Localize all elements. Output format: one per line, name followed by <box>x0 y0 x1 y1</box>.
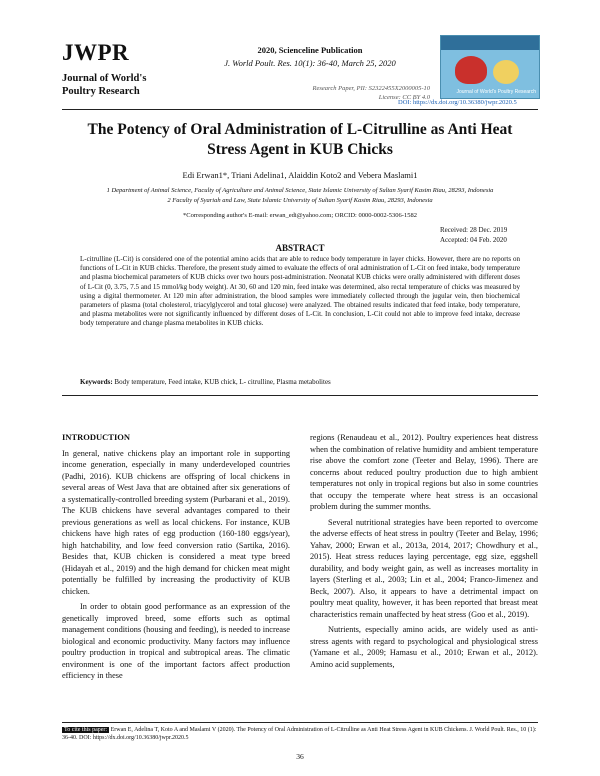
paper-type: Research Paper, PII: S2322455X2000005-10 <box>312 85 430 92</box>
cover-text: Journal of World's Poultry Research <box>456 89 536 95</box>
doi-link[interactable]: DOI: https://dx.doi.org/10.36380/jwpr.2020.5 <box>398 99 517 106</box>
left-column <box>62 432 290 682</box>
header-divider <box>62 109 538 110</box>
left-paragraph-2: In order to obtain good performance as an expression of the genetically improved breed, some efforts such as optimal management conditions (housing and feeding), is needed to increase biological and economic productivity. Many factors may influence poultry production in tropical and subtropical areas. The climatic environment is one of the important factors affect production efficiency in these <box>62 602 290 680</box>
article-title <box>62 120 538 160</box>
journal-logo: JWPR <box>62 40 130 65</box>
footer-divider <box>62 722 538 723</box>
chick-illustration <box>493 60 519 84</box>
publisher: 2020, Scienceline Publication <box>257 45 363 55</box>
affiliation-1: 1 Department of Animal Science, Faculty of Agriculture and Animal Science, State Islamic University of Sultan Syarif Kasim Riau, 28293, Indonesia <box>106 187 494 194</box>
authors: Edi Erwan1*, Triani Adelina1, Alaiddin Koto2 and Vebera Maslami1 <box>182 170 418 180</box>
header-meta <box>190 84 430 102</box>
chicken-illustration <box>455 56 487 84</box>
header-center <box>190 44 430 70</box>
journal-name <box>62 72 182 98</box>
cite-label: To cite this paper: <box>64 727 108 733</box>
right-paragraph-3: Nutrients, especially amino acids, are widely used as anti-stress agents with regard to psychological and physiological stress (Yamane et al., 2009; Hamasu et al., 2010; Erwan et al., 2012). Amino acid supplements, <box>310 625 538 669</box>
abstract-heading: ABSTRACT <box>275 243 325 253</box>
abstract-divider <box>62 395 538 396</box>
abstract-text: L-citrulline (L-Cit) is considered one of the potential amino acids that are able to reduce body temperature in layer chicks. However, there are no reports on functions of L-Cit in KUB chicks. Therefore, the present study aimed to evaluate the effects of oral administration of L-Cit on feed intake, body temperature and plasma biochemical parameters of KUB chicks over two hours post-administration. Neonatal KUB chicks were orally administered with different doses of L-Cit (0, 3.75, 7.5 and 15 mmol/kg body weight). At 30, 60 and 120 min, feed intake was determined, also rectal temperature of chicks was measured by using a digital thermometer. At 120 min after administration, the blood samples were immediately collected through the jugular vein, then biochemical parameters of plasma (total cholesterol, triacylglycerol and total glucose) were analyzed. The obtained results indicated that feed intake, body temperature, and plasma metabolites were not significantly influenced by different doses of L-Cit. In conclusion, L-Cit could not able to improve feed intake, decrease body temperature and change plasma metabolites in KUB chicks. <box>80 255 520 328</box>
cite-this-paper <box>62 726 538 742</box>
left-paragraph-1: In general, native chickens play an important role in supporting income generation, especially in many underdeveloped countries (Padhi, 2016). KUB chickens are offspring of local chickens in several areas of West Java that are obtained after six generations of a systematically-controlled breeding system (Purbarani et al., 2019). The KUB chickens have several advantages compared to their previous generations as well as local chickens. For instance, KUB chickens have high rates of egg production (160-180 eggs/year), high hatchability, and low feed conversion ratio (Sartika, 2016). Besides that, KUB chicken is considered a meat type breed (Hidayah et al., 2019) and the high demand for chicken meat might potentially be fulfilled by increasing the productivity of KUB chicken. <box>62 448 290 596</box>
accepted-date: Accepted: 04 Feb. 2020 <box>440 236 507 244</box>
article-dates <box>440 225 538 245</box>
keywords <box>80 378 520 386</box>
citation-ref: J. World Poult. Res. 10(1): 36-40, March 25, 2020 <box>224 58 396 68</box>
right-paragraph-2: Several nutritional strategies have been reported to overcome the adverse effects of heat stress in poultry (Teeter and Belay, 1996; Yahav, 2000; Erwan et al., 2013a, 2014, 2017; Chowdhury et al., 2015). Heat stress reduces laying percentage, egg size, eggshell durability, and body weight gain, as well as increases mortality in layers (Sterling et al., 2003; Lin et al., 2004; Franco-Jimenez and Beck, 2007). Also, it appears to have a detrimental impact on poultry meat quality, however, it has been reported that breast meat characteristics remain unaffected by heat stress (Goo et al., 2019). <box>310 517 538 619</box>
cite-text: Erwan E, Adelina T, Koto A and Maslami V (2020). The Potency of Oral Administration of L-Citrulline as Anti Heat Stress Agent in KUB Chickens. J. World Poult. Res., 10 (1): 36-40. DOI: https://dx.doi.org/10.36380/jwpr.2020.5 <box>62 727 537 741</box>
page-number: 36 <box>296 752 304 761</box>
license: License: CC BY 4.0 <box>378 94 430 101</box>
received-date: Received: 28 Dec. 2019 <box>440 226 508 234</box>
right-column <box>310 432 538 670</box>
journal-cover-image <box>440 35 540 99</box>
right-paragraph-1: regions (Renaudeau et al., 2012). Poultry experiences heat distress when the combination of relative humidity and ambient temperature rise above the comfort zone (Teeter and Belay, 1996). There are concerns about reduced poultry production due to high ambient temperatures not only in tropical regions but also in some countries that occupy the temperate where heat stress is an occasional problem during the summer months. <box>310 433 538 511</box>
keywords-label: Keywords: <box>80 378 113 386</box>
affiliation-2: 2 Faculty of Syariah and Law, State Islamic University of Sultan Syarif Kasim Riau, 28293, Indonesia <box>167 196 433 204</box>
intro-heading: INTRODUCTION <box>62 432 131 442</box>
affiliations <box>62 186 538 205</box>
title-line2: Stress Agent in KUB Chicks <box>207 141 393 158</box>
journal-name-line1: Journal of World's <box>62 73 147 84</box>
keywords-list: Body temperature, Feed intake, KUB chick, L- citrulline, Plasma metabolites <box>114 378 331 386</box>
title-line1: The Potency of Oral Administration of L-Citrulline as Anti Heat <box>87 121 513 138</box>
corresponding-author: *Corresponding author's E-mail: erwan_edi@yahoo.com; ORCID: 0000-0002-5306-1582 <box>183 212 417 219</box>
journal-name-line2: Poultry Research <box>62 86 140 97</box>
